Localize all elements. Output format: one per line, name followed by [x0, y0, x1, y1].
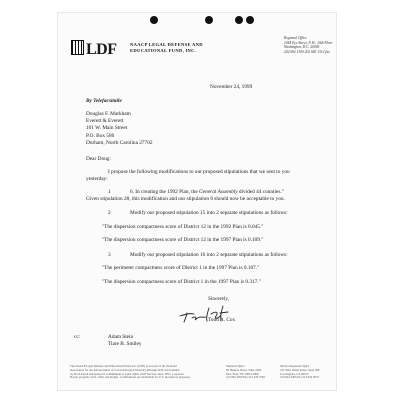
cc-recipient: Adam Stein: [108, 334, 134, 340]
footer-disclaimer: [70, 365, 190, 380]
footer-regional-office: [280, 365, 334, 380]
ldf-logo: [71, 40, 117, 58]
org-line: NAACP LEGAL DEFENSE AND: [130, 42, 203, 47]
punch-hole: [205, 16, 213, 24]
cc-recipient: Tiare B. Smiley: [108, 341, 142, 347]
delivery-method: By Telefacsimile: [86, 98, 122, 104]
org-line: EDUCATIONAL FUND, INC.: [130, 48, 197, 53]
pillar-icon: [71, 40, 84, 55]
address-line: Washington, D.C. 20005: [284, 45, 320, 50]
signer-name: Todd A. Cox: [208, 317, 236, 323]
punch-hole: [150, 16, 158, 24]
recipient-name: Douglas F. Markham: [86, 111, 131, 117]
footer-line: 315 West Ninth Street, Suite 208: [280, 367, 320, 372]
letterhead-address: [284, 36, 344, 54]
item-number: 2: [108, 210, 111, 216]
recipient-firm: Everett & Everett: [86, 118, 124, 125]
quoted-stipulation: "The dispersion compactness score of District 1 in the 1997 Plan is 0.317.": [102, 279, 261, 285]
organization-name: [130, 42, 230, 54]
footer-title: National Office: [226, 365, 245, 368]
recipient-block: [86, 111, 153, 147]
letter-page: [58, 13, 336, 390]
punch-hole: [235, 16, 243, 24]
item-text-emphasis: General Assembly: [199, 189, 238, 195]
cc-label: cc:: [74, 334, 81, 340]
body-line: I propose the following modifications to our proposed stipulations that we sent to you: [108, 169, 290, 175]
body-line: yesterday:: [86, 176, 108, 182]
item-text: Modify our proposed stipulation 15 into 2 separate stipulations as follows:: [130, 210, 288, 216]
footer-line: Los Angeles, CA 90015: [280, 371, 309, 376]
item-text-part: 6. In creating the 1992 Plan, the: [130, 189, 199, 195]
logo-text: LDF: [86, 41, 117, 58]
punch-hole: [246, 16, 254, 24]
quoted-stipulation: "The dispersion compactness score of District 12 in the 1997 Plan is 0.109.": [102, 237, 264, 243]
item-text: [130, 189, 284, 196]
footer-national-office: [226, 365, 276, 380]
footer-line: 212 965 2200 Fax 212 226 7592: [226, 375, 265, 380]
item-number: 3: [108, 252, 111, 258]
salutation: Dear Doug:: [86, 156, 111, 162]
footer-line: 99 Hudson Street, Suite 1600: [226, 367, 262, 372]
footer-line: by the NAACP and shares its commitment to equal rights. LDF has had, since 1957, a separate: [70, 371, 184, 376]
footer-line: 213 624 2405 Fax 213 624 0075: [280, 375, 319, 380]
footer-line: New York, NY 10013-2897: [226, 371, 260, 376]
phone-line: 202 682 1300 202 682 1312 fax: [284, 49, 330, 54]
recipient-box: P.O. Box 586: [86, 132, 115, 139]
letter-date: November 24, 1999: [210, 84, 253, 90]
footer-line: The NAACP Legal Defense and Educational Fund, Inc. (LDF) is not part of the National: [70, 364, 177, 368]
item-number: 1: [108, 189, 111, 195]
recipient-street: 101 W. Main Street: [86, 125, 128, 132]
address-line: 1444 Eye Street, N.W., 10th Floor: [284, 40, 333, 45]
footer-title: Western Regional Office: [280, 365, 310, 368]
recipient-city: Durham, North Carolina 27702: [86, 139, 153, 146]
item-text-part: divided 44 counties.": [237, 189, 284, 195]
quoted-stipulation: "The perimeter compactness score of District 1 in the 1997 Plan is 0.107.": [102, 265, 260, 271]
body-line: Given stipulation 28, this modification and our stipulation 6 should now be acceptable to you.: [86, 196, 285, 202]
closing: Sincerely,: [208, 296, 229, 302]
footer-line: Board, program, staff, office and budget. Contributions are deductible for U.S. income tax purposes.: [70, 375, 191, 380]
office-label: Regional Office: [284, 36, 307, 40]
footer-line: Association for the Advancement of Colored People (NAACP) although LDF was founded: [70, 367, 180, 372]
quoted-stipulation: "The dispersion compactness score of District 12 in the 1992 Plan is 0.045.": [102, 224, 264, 230]
item-text: Modify our proposed stipulation 16 into 2 separate stipulations as follows:: [130, 252, 288, 258]
